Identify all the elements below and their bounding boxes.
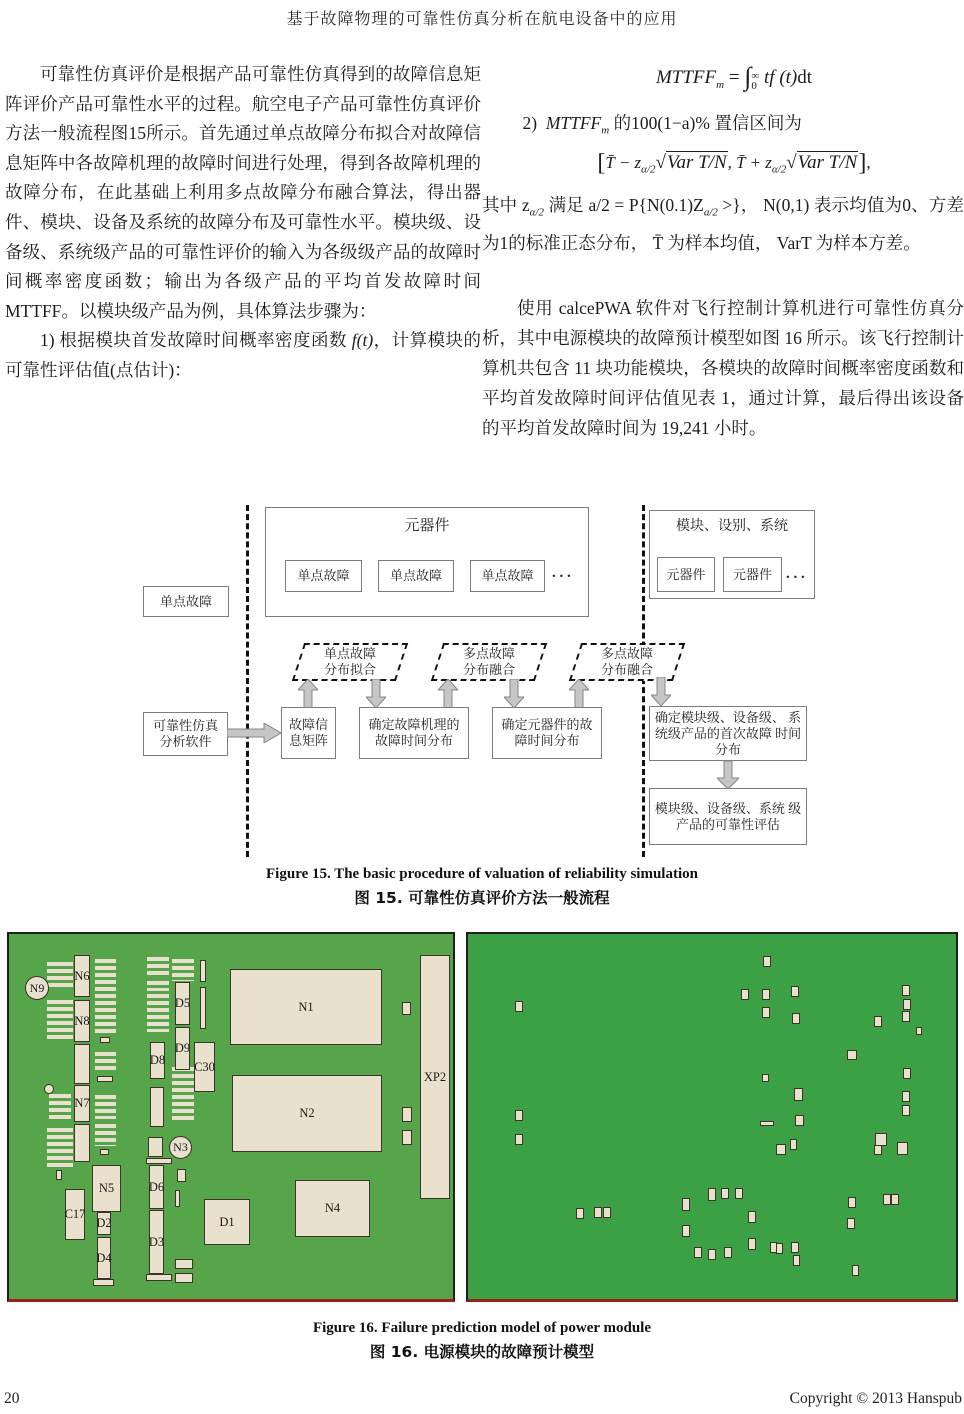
pcb-part xyxy=(100,1037,110,1043)
pcb-stripe-pack xyxy=(172,959,194,981)
pcb-part xyxy=(874,1145,882,1155)
pcb-part xyxy=(792,1013,800,1024)
where-text: 满足 a/2 = P{N(0.1)Z xyxy=(544,195,704,215)
integral-lower: 0 xyxy=(751,80,757,92)
pcb-part xyxy=(791,986,799,997)
step2-line xyxy=(505,110,963,137)
pcb-component-N5: N5 xyxy=(92,1165,121,1212)
where-text: >}， N(0,1) 表示均值为0、方差为1的标准正态分布， T̄ 为样本均值， VarT 为样本方差。 xyxy=(482,195,964,253)
pcb-part xyxy=(875,1133,887,1146)
pcb-part xyxy=(874,1016,882,1027)
pcb-part xyxy=(883,1194,891,1205)
pcb-part xyxy=(200,987,206,1029)
pcb-part xyxy=(748,1211,756,1223)
pcb-part xyxy=(903,999,911,1010)
pcb-stripe-pack xyxy=(147,981,169,991)
pcb-component-C17: C17 xyxy=(65,1189,85,1240)
pcb-part xyxy=(847,1218,855,1229)
pcb-part xyxy=(760,1121,774,1126)
pcb-dot xyxy=(44,1084,54,1094)
pcb-part xyxy=(56,1170,62,1180)
pcb-component-D9: D9 xyxy=(175,1027,190,1070)
pcb-component-N8: N8 xyxy=(74,1000,90,1042)
pcb-part xyxy=(763,956,771,967)
pcb-stripe-pack xyxy=(47,1000,73,1040)
pcb-part xyxy=(902,985,910,996)
pcb-component-N2: N2 xyxy=(232,1075,382,1152)
pcb-stripe-pack xyxy=(147,957,169,977)
figure15-caption xyxy=(0,866,964,908)
where-text: 其中 z xyxy=(482,195,530,215)
node-label: 多点故障 分布融合 xyxy=(462,646,515,677)
down-arrow-icon xyxy=(504,679,524,708)
node-label: 确定模块级、设备级、 系统级产品的首次故障 时间分布 xyxy=(654,709,802,757)
pcb-part xyxy=(100,1149,109,1155)
node-label: 可靠性仿真 分析软件 xyxy=(152,718,218,749)
node-label: 单点故障 xyxy=(389,568,442,583)
node-fault-matrix xyxy=(281,707,336,759)
node-label: 模块级、设备级、系统 级产品的可靠性评估 xyxy=(654,800,802,832)
dashed-divider-left xyxy=(246,505,249,857)
ci-radicand2: Var T/N xyxy=(797,152,858,173)
pcb-part xyxy=(795,1115,804,1126)
pcb-component-N6: N6 xyxy=(74,955,90,997)
pcb-part xyxy=(708,1249,716,1260)
bracket-open: [ xyxy=(597,150,606,176)
pcb-part xyxy=(515,1001,523,1012)
pcb-stripe-pack xyxy=(95,1095,116,1119)
pcb-part xyxy=(776,1144,786,1155)
pcb-part xyxy=(200,960,206,982)
node-single-fault-item xyxy=(470,560,545,592)
step2-rest: 的100(1−a)% 置信区间为 xyxy=(613,113,802,133)
right-arrow-icon xyxy=(227,723,281,743)
pcb-part xyxy=(891,1194,899,1205)
ci-sub2: α/2 xyxy=(771,163,787,176)
node-software xyxy=(143,712,228,756)
node-label: 模块、设别、系统 xyxy=(676,519,788,534)
ellipsis: . . . xyxy=(786,566,805,582)
right-board xyxy=(466,932,958,1302)
pcb-part xyxy=(735,1188,743,1199)
pcb-part xyxy=(852,1265,859,1276)
pcb-component-C30: C30 xyxy=(194,1042,215,1092)
pcb-stripe-pack xyxy=(172,1067,194,1122)
pcb-part xyxy=(576,1208,584,1219)
pcb-component-N9: N9 xyxy=(25,976,49,1000)
node-single-fault-item xyxy=(378,560,454,592)
up-arrow-icon xyxy=(438,679,458,708)
inline-math-ft: f(t) xyxy=(351,330,374,351)
step2-math: MTTFF xyxy=(545,113,602,133)
formula-dt: dt xyxy=(797,67,813,88)
node-label: 单点故障 xyxy=(481,568,534,583)
paper-title: 基于故障物理的可靠性仿真分析在航电设备中的应用 xyxy=(286,11,678,28)
where-sub2: a/2 xyxy=(703,206,718,219)
node-par-fit xyxy=(292,643,408,681)
pcb-component-D2: D2 xyxy=(97,1212,111,1235)
node-label: 单点故障 分布拟合 xyxy=(323,646,376,677)
node-label: 故障信 息矩阵 xyxy=(288,717,328,748)
integral-upper: ∞ xyxy=(751,70,760,82)
pcb-part xyxy=(603,1207,611,1218)
pcb-part xyxy=(74,1124,90,1162)
node-label: 确定故障机理的 故障时间分布 xyxy=(368,717,460,748)
formula-mttff xyxy=(505,60,963,91)
step1-tail: ，计算模块的可靠性评估值(点估计)： xyxy=(5,330,482,380)
node-label: 元器件 xyxy=(666,566,706,582)
body-paragraph: 使用 calcePWA 软件对飞行控制计算机进行可靠性仿真分析，其中电源模块的故障预计模型如图 16 所示。该飞行控制计算机共包含 11 块功能模块，各模块的故障时间概率密度函数和平均首发故障时间评估值见表 1，通过计算，最后得出该设备的平均首发故障时间为 19,241 小时。 xyxy=(482,298,964,438)
pcb-part xyxy=(146,1274,172,1281)
node-component-dist xyxy=(492,707,602,759)
pcb-part xyxy=(748,1238,756,1250)
pcb-part xyxy=(902,1105,910,1116)
left-board xyxy=(7,932,455,1302)
figure16-caption-en: Figure 16. Failure prediction model of power module xyxy=(312,1320,652,1336)
step2-sub: m xyxy=(601,124,610,137)
pcb-part xyxy=(682,1198,690,1211)
pcb-part xyxy=(708,1188,716,1201)
pcb-part xyxy=(721,1188,729,1199)
pcb-part xyxy=(902,1011,910,1022)
pcb-stripe-pack xyxy=(95,1052,116,1072)
node-reliability-assessment xyxy=(649,788,807,845)
pcb-part xyxy=(762,1007,770,1018)
pcb-part xyxy=(794,1088,803,1101)
pcb-part xyxy=(903,1068,911,1079)
pcb-part xyxy=(776,1243,783,1254)
node-mechanism-dist xyxy=(359,707,469,759)
node-first-fault-dist xyxy=(649,706,807,761)
pcb-part xyxy=(741,989,749,1000)
pcb-component-D3: D3 xyxy=(149,1210,164,1274)
where-sub1: α/2 xyxy=(529,206,545,219)
pcb-part xyxy=(175,1190,180,1207)
pcb-part xyxy=(594,1207,602,1218)
pcb-component-D1: D1 xyxy=(204,1199,250,1245)
node-par-merge2 xyxy=(569,643,685,681)
pcb-component-D4: D4 xyxy=(97,1237,111,1279)
node-label: 多点故障 分布融合 xyxy=(600,646,653,677)
pcb-stripe-pack xyxy=(147,994,169,1032)
pcb-part xyxy=(897,1142,908,1155)
node-label: 单点故障 xyxy=(159,593,212,609)
up-arrow-icon xyxy=(569,679,589,708)
node-label: 确定元器件的故 障时间分布 xyxy=(501,717,593,748)
pcb-part xyxy=(515,1134,523,1145)
pcb-part xyxy=(682,1225,690,1237)
pcb-component-N4: N4 xyxy=(295,1180,370,1237)
pcb-part xyxy=(762,1074,769,1082)
pcb-part xyxy=(902,1091,910,1102)
node-label: 元器件 xyxy=(404,518,450,534)
ci-tail: , xyxy=(866,153,871,172)
formula-lhs: MTTFF xyxy=(655,67,717,88)
pcb-part xyxy=(791,1242,799,1253)
pcb-stripe-pack xyxy=(95,1124,116,1146)
pcb-part xyxy=(148,1137,163,1157)
formula-body: tf (t) xyxy=(764,67,798,88)
pcb-stripe-pack xyxy=(47,1128,73,1168)
pcb-stripe-pack xyxy=(47,962,73,988)
pcb-part xyxy=(916,1027,922,1035)
pcb-part xyxy=(724,1247,732,1258)
node-single-fault xyxy=(143,586,229,617)
node-single-fault-item xyxy=(285,560,362,592)
figure15-caption-zh: 图 15. 可靠性仿真评价方法一般流程 xyxy=(354,889,610,907)
dashed-divider-right xyxy=(642,505,645,857)
pcb-component-XP2: XP2 xyxy=(420,955,450,1199)
ci-radicand1: Var T/N xyxy=(666,152,727,173)
pcb-part xyxy=(150,1087,164,1127)
pcb-part xyxy=(93,1279,114,1286)
figure16-caption-zh: 图 16. 电源模块的故障预计模型 xyxy=(369,1343,595,1361)
pcb-part xyxy=(177,1169,186,1182)
up-arrow-icon xyxy=(298,679,318,708)
equals-sign: = xyxy=(728,67,740,88)
pcb-component-N7: N7 xyxy=(74,1085,90,1122)
body-paragraph: 可靠性仿真评价是根据产品可靠性仿真得到的故障信息矩阵评价产品可靠性水平的过程。航空电子产品可靠性仿真评价方法一般流程图15所示。首先通过单点故障分布拟合对故障信息矩阵中各故障机理的故障时间进行处理，得到各故障机理的故障分布，在此基础上利用多点故障分布融合算法，得出器件、模块、设备及系统的故障分布及可靠性水平。模块级、设备级、系统级产品的可靠性评价的输入为各级级产品的故障时间概率密度函数；输出为各级产品的平均首发故障时间MTTFF。以模块级产品为例，具体算法步骤为： xyxy=(5,64,481,321)
pcb-component-N3: N3 xyxy=(169,1136,192,1159)
pcb-stripe-pack xyxy=(95,959,116,1035)
pcb-part xyxy=(694,1247,702,1258)
pcb-part xyxy=(402,1130,412,1145)
pcb-component-D8: D8 xyxy=(150,1042,165,1079)
node-label: 单点故障 xyxy=(297,568,350,583)
pcb-part xyxy=(790,1139,797,1150)
pcb-part xyxy=(402,1107,412,1122)
pcb-part xyxy=(847,1050,857,1060)
node-component-item xyxy=(657,557,715,592)
pcb-part xyxy=(762,989,770,1000)
pcb-stripe-pack xyxy=(49,1094,71,1120)
step2-number: 2) xyxy=(522,113,538,133)
pcb-part xyxy=(175,1259,193,1269)
pcb-part xyxy=(848,1197,856,1208)
ellipsis: . . . xyxy=(552,565,571,581)
pcb-component-D6: D6 xyxy=(149,1165,164,1209)
node-component-item xyxy=(723,557,782,592)
figure15-caption-en: Figure 15. The basic procedure of valuation of reliability simulation xyxy=(266,866,698,882)
pcb-part xyxy=(402,1002,411,1015)
ci-part1: T̄ − z xyxy=(605,153,642,172)
node-label: 元器件 xyxy=(732,566,772,582)
calcepwa-paragraph xyxy=(482,293,964,443)
pcb-part xyxy=(146,1158,172,1164)
formula-confidence-interval: [T̄ − $z_{\alpha/2}√Var$ T/N, T̄ + $z_{\alpha/2}√Var$ T/N], xyxy=(597,150,871,176)
bracket-close: ] xyxy=(858,150,867,176)
pcb-part xyxy=(175,1273,193,1283)
step1-text: 1) 根据模块首发故障时间概率密度函数 xyxy=(40,330,352,351)
pcb-part xyxy=(515,1110,523,1121)
formula-sub: m xyxy=(716,78,725,91)
integral-sign: ∫ xyxy=(744,62,752,91)
ci-sub1: α/2 xyxy=(641,163,656,176)
pcb-part xyxy=(97,1076,113,1082)
down-arrow-icon xyxy=(717,761,739,789)
pcb-part xyxy=(793,1255,800,1266)
down-arrow-icon xyxy=(651,677,671,706)
where-paragraph xyxy=(482,190,964,258)
pcb-component-D5: D5 xyxy=(175,982,190,1025)
pcb-part xyxy=(74,1044,90,1084)
ci-mid: , T̄ + z xyxy=(727,153,772,172)
down-arrow-icon xyxy=(366,679,386,708)
copyright-text: Copyright © 2013 Hanspub xyxy=(789,1390,962,1407)
figure16-caption xyxy=(0,1320,964,1362)
node-par-merge1 xyxy=(431,643,547,681)
pcb-component-N1: N1 xyxy=(230,969,382,1045)
left-column xyxy=(5,60,481,386)
body-paragraph xyxy=(5,326,481,385)
figure15-flowchart xyxy=(140,503,840,859)
page-number: 20 xyxy=(4,1390,20,1407)
